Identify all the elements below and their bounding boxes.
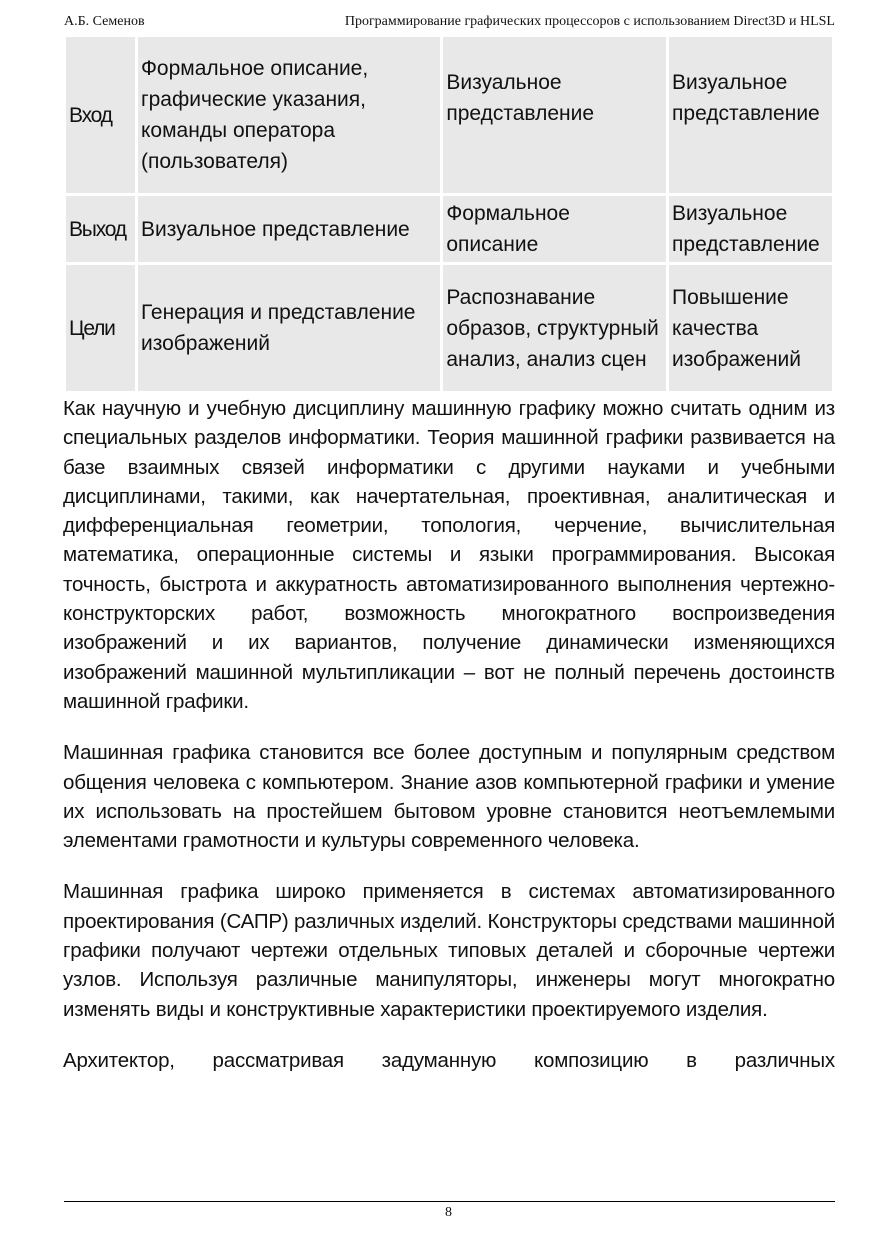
paragraph: Как научную и учебную дисциплину машинную графику можно считать одним из специальных разделов информатики. Теория машинной графики развивается на базе взаимных связей информатики с другими науками и учебными дисциплинами, такими, как начертательная, проективная, аналитическая и дифференциальная геометрии, топология, черчение, вычислительная математика, операционные системы и языки программирования. Высокая точность, быстрота и аккуратность автоматизированного выполнения чертежно-конструкторских работ, возможность многократного воспроизведения изображений и их вариантов, получение динамически изменяющихся изображений машинной мультипликации – вот не полный перечень достоинств машинной графики. xyxy=(63,397,835,713)
page-number: 8 xyxy=(445,1205,452,1220)
table-cell: Повышение качества изображений xyxy=(669,265,832,391)
row-label: Вход xyxy=(66,37,135,193)
table-cell: Генерация и представление изображений xyxy=(138,265,440,391)
paragraph: Архитектор, рассматривая задуманную композицию в различных xyxy=(63,1048,835,1072)
paragraph: Машинная графика широко применяется в системах автоматизированного проектирования (САПР) различных изделий. Конструкторы средствами машинной графики получают чертежи отдельных типовых деталей и сборочные чертежи узлов. Используя различные манипуляторы, инженеры могут многократно изменять виды и конструктивные характеристики проектируемого изделия. xyxy=(63,880,835,1021)
table-cell: Формальное описание xyxy=(443,196,666,262)
table-row xyxy=(66,37,832,193)
row-label: Выход xyxy=(66,196,135,262)
header-title: Программирование графических процессоров с использованием Direct3D и HLSL xyxy=(344,14,835,29)
table-cell: Визуальное представление xyxy=(443,37,666,193)
header-author: А.Б. Семенов xyxy=(64,14,145,29)
footer-divider xyxy=(64,1201,835,1202)
body-text xyxy=(63,394,835,1097)
table-cell: Распознавание образов, структурный анализ, анализ сцен xyxy=(443,265,666,391)
row-label: Цели xyxy=(66,265,135,391)
table-row xyxy=(66,265,832,391)
table-cell: Формальное описание, графические указания, команды оператора (пользователя) xyxy=(138,37,440,193)
table-cell: Визуальное представление xyxy=(669,196,832,262)
paragraph: Машинная графика становится все более доступным и популярным средством общения человека с компьютером. Знание азов компьютерной графики и умение их использовать на простейшем бытовом уровне становится неотъемлемыми элементами грамотности и культуры современного человека. xyxy=(63,741,835,853)
table-row xyxy=(66,196,832,262)
comparison-table xyxy=(63,34,835,394)
table-cell: Визуальное представление xyxy=(669,37,832,193)
table-cell: Визуальное представление xyxy=(138,196,440,262)
page-header xyxy=(64,14,835,34)
